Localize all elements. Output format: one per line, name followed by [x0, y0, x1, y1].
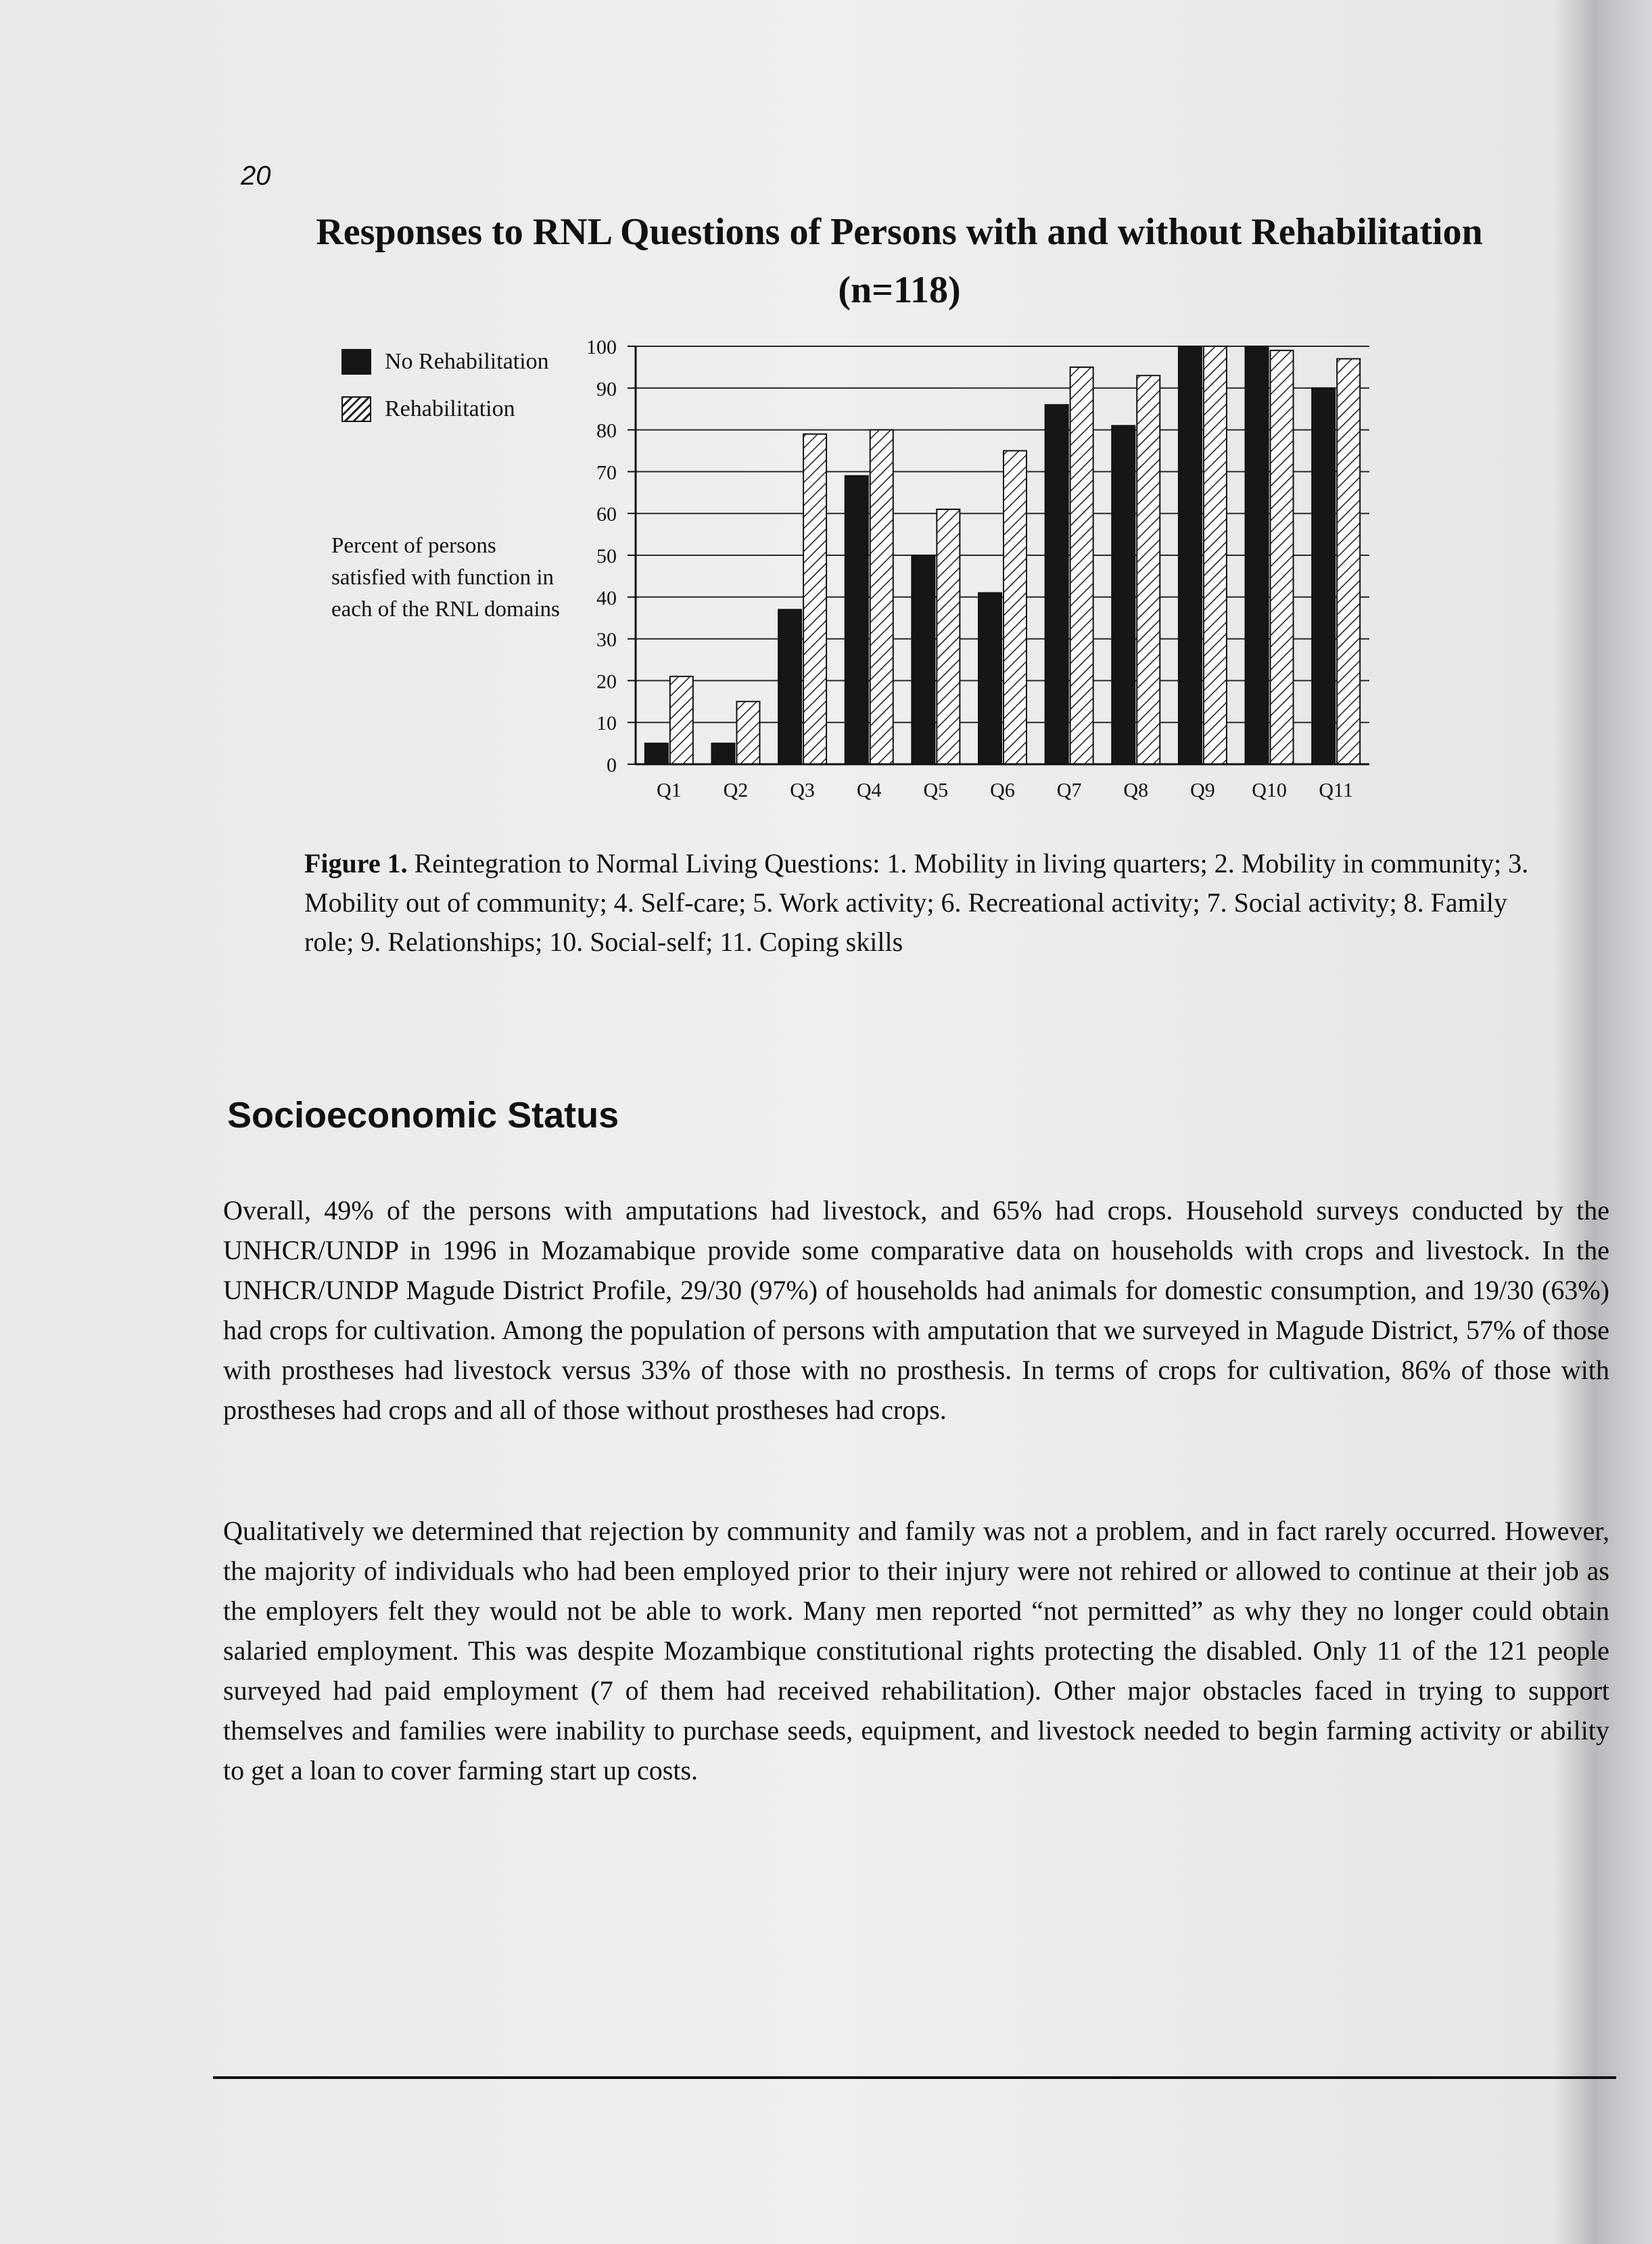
bar-rehabilitation-q3 — [803, 434, 826, 764]
y-tick-label: 10 — [596, 712, 617, 735]
x-tick-label: Q7 — [1056, 779, 1082, 801]
x-tick-label: Q1 — [656, 779, 682, 801]
x-tick-label: Q8 — [1123, 779, 1149, 801]
paragraph: Qualitatively we determined that rejection by community and family was not a problem, and in fact rarely occurred. However, the majority of individuals who had been employed prior to their injury were not rehired or allowed to continue at their job as the employers felt they would not be able to work. Many men reported “not permitted” as why they no longer could obtain salaried employment. This was despite Mozambique constitutional rights protecting the disabled. Only 11 of the 121 people surveyed had paid employment (7 of them had received rehabilitation). Other major obstacles faced in trying to support themselves and families were inability to purchase seeds, equipment, and livestock needed to begin farming activity or ability to get a loan to cover farming start up costs. — [223, 1516, 1609, 1785]
y-tick-label: 90 — [596, 377, 617, 400]
bar-no-rehabilitation-q8 — [1112, 425, 1135, 764]
y-tick-label: 80 — [596, 419, 617, 442]
bar-no-rehabilitation-q3 — [778, 609, 801, 764]
bar-no-rehabilitation-q5 — [912, 555, 935, 764]
legend-label: No Rehabilitation — [385, 349, 549, 374]
show-through-text — [243, 210, 254, 252]
page-number: 20 — [241, 161, 271, 191]
figure-caption-text: Reintegration to Normal Living Questions: 1. Mobility in living quarters; 2. Mobility in community; 3. Mobility out of community; 4. Self-care; 5. Work activity; 6. Recreational activity; 7. Social activity; 8. Family role; 9. Relationships; 10. Social-self; 11. Coping skills — [304, 848, 1529, 957]
y-tick-label: 20 — [596, 670, 617, 693]
bar-rehabilitation-q6 — [1004, 451, 1026, 765]
bar-no-rehabilitation-q7 — [1045, 405, 1068, 764]
figure-caption — [304, 844, 1542, 962]
y-tick-label: 60 — [596, 503, 617, 526]
bar-no-rehabilitation-q2 — [711, 743, 734, 764]
x-tick-label: Q9 — [1190, 779, 1215, 801]
footer-rule — [213, 2076, 1616, 2079]
legend-item-rehabilitation — [341, 396, 515, 422]
bar-no-rehabilitation-q4 — [845, 476, 868, 764]
section-heading: Socioeconomic Status — [227, 1095, 619, 1136]
bar-rehabilitation-q8 — [1137, 375, 1160, 764]
x-tick-label: Q11 — [1319, 779, 1353, 801]
x-tick-label: Q5 — [923, 779, 949, 801]
bar-rehabilitation-q10 — [1271, 350, 1294, 764]
bar-no-rehabilitation-q10 — [1246, 346, 1269, 764]
y-tick-label: 30 — [596, 628, 617, 651]
x-tick-label: Q4 — [856, 779, 882, 801]
legend-item-no-rehabilitation — [341, 349, 549, 375]
y-tick-label: 50 — [596, 545, 617, 567]
legend-swatch-solid — [341, 349, 371, 375]
bar-rehabilitation-q9 — [1204, 346, 1227, 764]
bar-rehabilitation-q1 — [670, 676, 693, 764]
bar-rehabilitation-q5 — [937, 509, 960, 764]
bar-rehabilitation-q7 — [1070, 367, 1093, 764]
x-tick-label: Q2 — [723, 779, 749, 801]
x-tick-label: Q3 — [790, 779, 815, 801]
bar-chart — [554, 318, 1508, 839]
legend-label: Rehabilitation — [385, 396, 515, 421]
y-axis-label: Percent of persons satisfied with function in each of the RNL domains — [331, 534, 560, 622]
x-tick-label: Q6 — [990, 779, 1015, 801]
x-tick-label: Q10 — [1252, 779, 1287, 801]
y-tick-label: 40 — [596, 586, 617, 609]
paragraph: Overall, 49% of the persons with amputations had livestock, and 65% had crops. Household surveys conducted by the UNHCR/UNDP in 1996 in Mozamabique provide some comparative data on households with crops and livestock. In the UNHCR/UNDP Magude District Profile, 29/30 (97%) of households had animals for domestic consumption, and 19/30 (63%) had crops for cultivation. Among the population of persons with amputation that we surveyed in Magude District, 57% of those with prostheses had livestock versus 33% of those with no prosthesis. In terms of crops for cultivation, 86% of those with prostheses had crops and all of those without prostheses had crops. — [223, 1195, 1609, 1425]
bar-no-rehabilitation-q6 — [978, 593, 1001, 764]
bar-rehabilitation-q11 — [1337, 359, 1360, 764]
figure-title: Responses to RNL Questions of Persons with and without Rehabilitation (n=118) — [316, 211, 1483, 311]
y-tick-label: 100 — [586, 336, 617, 358]
bar-rehabilitation-q4 — [870, 430, 893, 764]
figure-caption-label: Figure 1. — [304, 848, 408, 879]
bar-rehabilitation-q2 — [736, 701, 759, 764]
bar-no-rehabilitation-q9 — [1179, 346, 1202, 764]
y-tick-label: 0 — [607, 754, 617, 776]
bar-no-rehabilitation-q1 — [645, 743, 668, 764]
y-tick-label: 70 — [596, 461, 617, 484]
bar-no-rehabilitation-q11 — [1312, 388, 1335, 764]
legend-swatch-hatched — [341, 396, 371, 422]
